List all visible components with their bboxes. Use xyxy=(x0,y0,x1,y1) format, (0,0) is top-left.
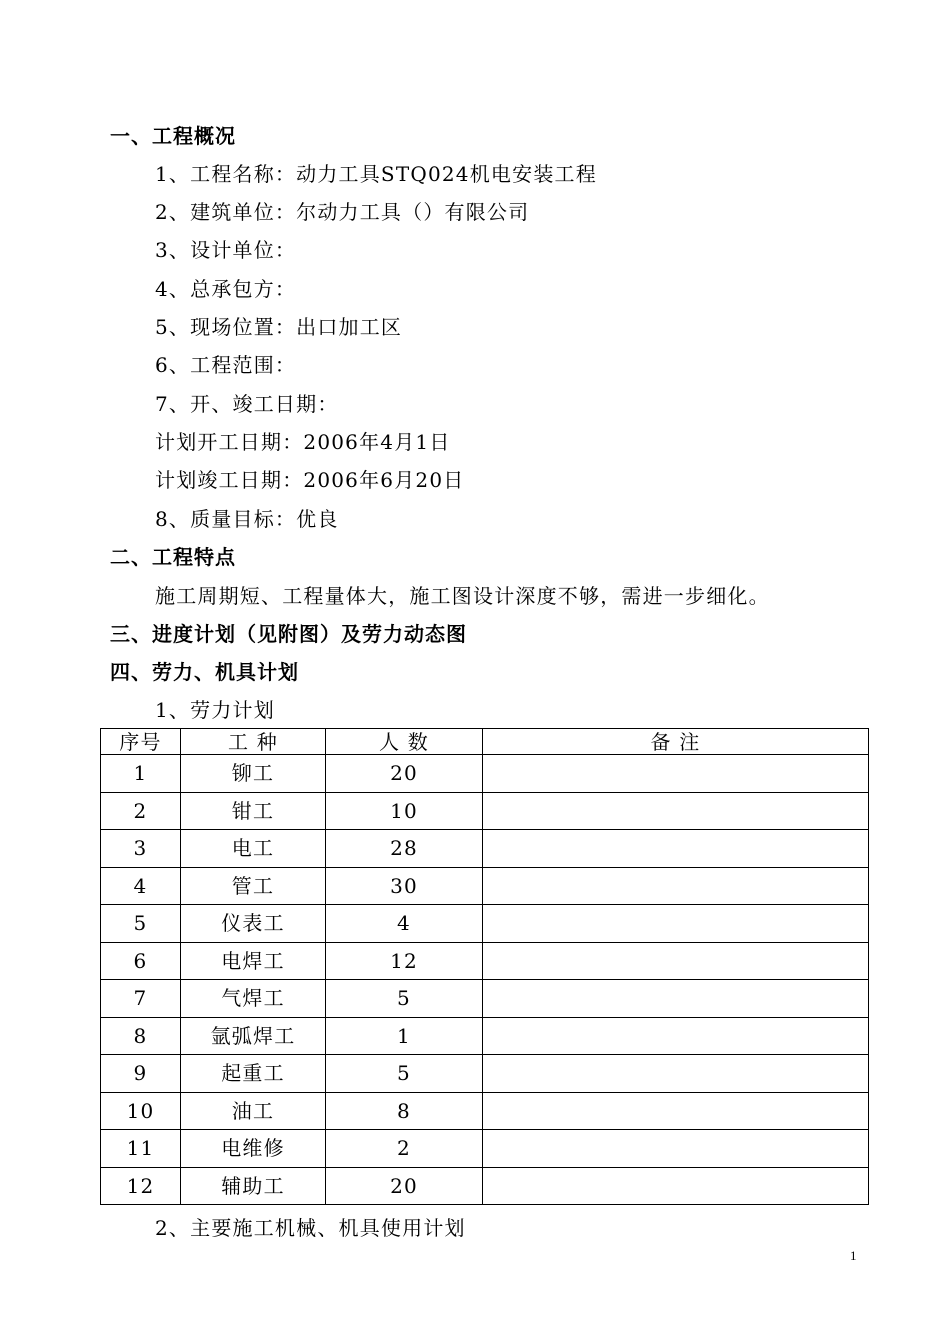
cell-remarks xyxy=(483,1167,869,1205)
header-remarks: 备 注 xyxy=(483,729,869,755)
cell-count: 5 xyxy=(326,980,483,1018)
owner: 2、建筑单位：尔动力工具（）有限公司 xyxy=(155,200,530,224)
cell-index: 12 xyxy=(101,1167,181,1205)
cell-count: 1 xyxy=(326,1017,483,1055)
quality-target: 8、质量目标：优良 xyxy=(155,507,339,531)
cell-remarks xyxy=(483,830,869,868)
dates-label: 7、开、竣工日期： xyxy=(155,392,339,416)
site-location: 5、现场位置：出口加工区 xyxy=(155,315,403,339)
section-heading-features: 二、工程特点 xyxy=(110,545,236,569)
cell-count: 10 xyxy=(326,792,483,830)
cell-index: 4 xyxy=(101,867,181,905)
table-row xyxy=(101,980,869,1018)
cell-trade: 电工 xyxy=(181,830,326,868)
section-heading-labor-machinery: 四、劳力、机具计划 xyxy=(110,660,299,684)
cell-count: 2 xyxy=(326,1130,483,1168)
cell-count: 5 xyxy=(326,1055,483,1093)
cell-count: 20 xyxy=(326,755,483,793)
table-row xyxy=(101,1130,869,1168)
cell-remarks xyxy=(483,1092,869,1130)
features-text: 施工周期短、工程量体大，施工图设计深度不够，需进一步细化。 xyxy=(155,584,770,608)
project-scope: 6、工程范围： xyxy=(155,353,297,377)
cell-index: 8 xyxy=(101,1017,181,1055)
cell-trade: 油工 xyxy=(181,1092,326,1130)
cell-trade: 辅助工 xyxy=(181,1167,326,1205)
cell-count: 12 xyxy=(326,942,483,980)
cell-trade: 氩弧焊工 xyxy=(181,1017,326,1055)
labor-plan-table xyxy=(100,728,869,1205)
designer: 3、设计单位： xyxy=(155,238,297,262)
table-row xyxy=(101,905,869,943)
table-row xyxy=(101,830,869,868)
cell-trade: 管工 xyxy=(181,867,326,905)
cell-remarks xyxy=(483,1130,869,1168)
table-row xyxy=(101,755,869,793)
cell-remarks xyxy=(483,1055,869,1093)
table-row xyxy=(101,1092,869,1130)
table-row xyxy=(101,792,869,830)
cell-remarks xyxy=(483,1017,869,1055)
cell-remarks xyxy=(483,980,869,1018)
machinery-plan-title: 2、主要施工机械、机具使用计划 xyxy=(155,1216,466,1240)
cell-trade: 铆工 xyxy=(181,755,326,793)
section-heading-overview: 一、工程概况 xyxy=(110,124,236,148)
cell-remarks xyxy=(483,942,869,980)
cell-index: 10 xyxy=(101,1092,181,1130)
cell-count: 8 xyxy=(326,1092,483,1130)
cell-trade: 电维修 xyxy=(181,1130,326,1168)
planned-start: 计划开工日期：2006年4月1日 xyxy=(155,430,451,454)
cell-index: 2 xyxy=(101,792,181,830)
cell-index: 3 xyxy=(101,830,181,868)
cell-index: 11 xyxy=(101,1130,181,1168)
cell-trade: 电焊工 xyxy=(181,942,326,980)
section-heading-schedule: 三、进度计划（见附图）及劳力动态图 xyxy=(110,622,467,646)
cell-remarks xyxy=(483,867,869,905)
cell-index: 6 xyxy=(101,942,181,980)
page-number: 1 xyxy=(850,1248,857,1263)
table-header-row xyxy=(101,729,869,755)
labor-plan-title: 1、劳力计划 xyxy=(155,698,275,722)
cell-index: 9 xyxy=(101,1055,181,1093)
cell-trade: 仪表工 xyxy=(181,905,326,943)
cell-trade: 钳工 xyxy=(181,792,326,830)
contractor: 4、总承包方： xyxy=(155,277,297,301)
table-row xyxy=(101,1055,869,1093)
cell-index: 5 xyxy=(101,905,181,943)
cell-count: 30 xyxy=(326,867,483,905)
cell-trade: 起重工 xyxy=(181,1055,326,1093)
planned-finish: 计划竣工日期：2006年6月20日 xyxy=(155,468,465,492)
cell-count: 28 xyxy=(326,830,483,868)
header-trade: 工 种 xyxy=(181,729,326,755)
table-row xyxy=(101,1017,869,1055)
cell-count: 20 xyxy=(326,1167,483,1205)
header-index: 序号 xyxy=(101,729,181,755)
table-row xyxy=(101,867,869,905)
cell-trade: 气焊工 xyxy=(181,980,326,1018)
cell-remarks xyxy=(483,755,869,793)
cell-remarks xyxy=(483,792,869,830)
cell-index: 1 xyxy=(101,755,181,793)
cell-index: 7 xyxy=(101,980,181,1018)
table-row xyxy=(101,942,869,980)
cell-remarks xyxy=(483,905,869,943)
cell-count: 4 xyxy=(326,905,483,943)
project-name: 1、工程名称：动力工具STQ024机电安装工程 xyxy=(155,162,597,186)
table-row xyxy=(101,1167,869,1205)
header-count: 人 数 xyxy=(326,729,483,755)
